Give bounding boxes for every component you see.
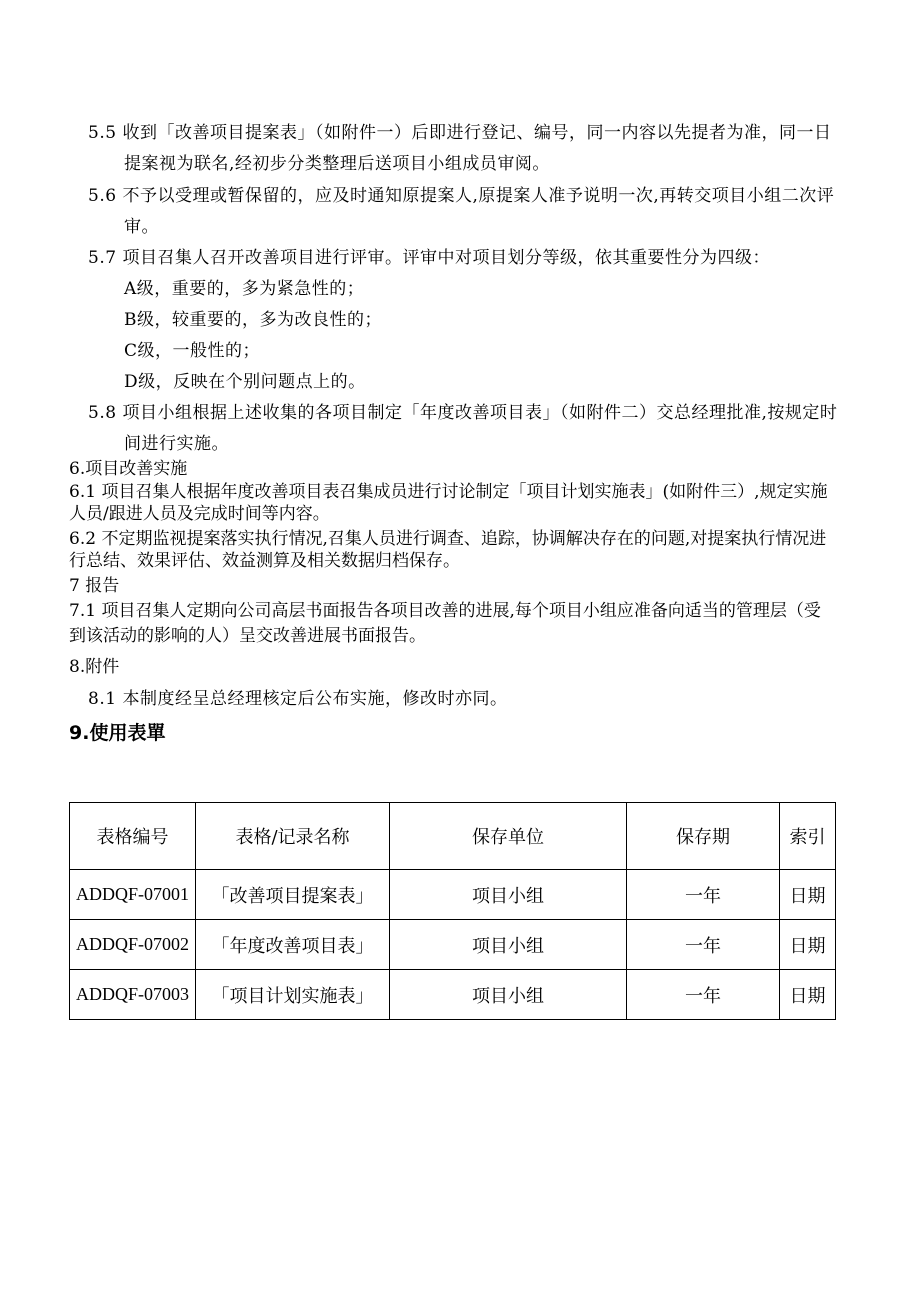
level-b: B级，较重要的，多为改良性的；	[124, 310, 382, 330]
cell-keeping-unit: 项目小组	[390, 920, 627, 970]
section-7-title: 7 报告	[69, 576, 120, 596]
cell-keeping-unit: 项目小组	[390, 870, 627, 920]
table-header-row	[70, 803, 836, 870]
para-5-5-line2: 提案视为联名,经初步分类整理后送项目小组成员审阅。	[124, 154, 550, 174]
para-6-1-line2: 人员/跟进人员及完成时间等内容。	[69, 504, 330, 524]
header-retention-period: 保存期	[627, 803, 780, 870]
header-index: 索引	[780, 803, 836, 870]
cell-form-code: ADDQF-07002	[70, 920, 196, 970]
para-5-6-line2: 审。	[124, 217, 159, 237]
cell-retention-period: 一年	[627, 920, 780, 970]
level-a: A级，重要的，多为紧急性的；	[124, 279, 365, 299]
para-7-1-line2: 到该活动的影响的人）呈交改善进展书面报告。	[69, 626, 426, 646]
cell-keeping-unit: 项目小组	[390, 970, 627, 1020]
section-9-title: 9.使用表單	[69, 722, 166, 744]
cell-form-name: 「改善项目提案表」	[196, 870, 390, 920]
cell-index: 日期	[780, 920, 836, 970]
cell-form-name: 「年度改善项目表」	[196, 920, 390, 970]
cell-form-code: ADDQF-07003	[70, 970, 196, 1020]
para-5-8-line1: 5.8 项目小组根据上述收集的各项目制定「年度改善项目表」（如附件二）交总经理批准,按规定时	[88, 403, 838, 423]
para-5-8-line2: 间进行实施。	[124, 434, 229, 454]
para-5-6-line1: 5.6 不予以受理或暂保留的，应及时通知原提案人,原提案人准予说明一次,再转交项目小组二次评	[88, 186, 835, 206]
forms-table	[69, 802, 836, 1020]
para-5-7: 5.7 项目召集人召开改善项目进行评审。评审中对项目划分等级，依其重要性分为四级：	[88, 248, 770, 268]
cell-form-name: 「项目计划实施表」	[196, 970, 390, 1020]
table-row	[70, 920, 836, 970]
para-6-2-line2: 行总结、效果评估、效益测算及相关数据归档保存。	[69, 551, 460, 571]
table-row	[70, 870, 836, 920]
header-form-name: 表格/记录名称	[196, 803, 390, 870]
para-6-2-line1: 6.2 不定期监视提案落实执行情况,召集人员进行调查、追踪，协调解决存在的问题,对提案执行情况进	[69, 529, 827, 549]
cell-retention-period: 一年	[627, 970, 780, 1020]
para-5-5-line1: 5.5 收到「改善项目提案表」（如附件一）后即进行登记、编号，同一内容以先提者为准，同一日	[88, 123, 832, 143]
cell-index: 日期	[780, 970, 836, 1020]
cell-index: 日期	[780, 870, 836, 920]
cell-form-code: ADDQF-07001	[70, 870, 196, 920]
table-row	[70, 970, 836, 1020]
level-c: C级，一般性的；	[124, 341, 261, 361]
section-8-title: 8.附件	[69, 657, 120, 677]
para-6-1-line1: 6.1 项目召集人根据年度改善项目表召集成员进行讨论制定「项目计划实施表」(如附件三）,规定实施	[69, 482, 828, 502]
header-form-code: 表格编号	[70, 803, 196, 870]
para-7-1-line1: 7.1 项目召集人定期向公司高层书面报告各项目改善的进展,每个项目小组应准备向适当的管理层（受	[69, 601, 821, 621]
level-d: D级，反映在个别问题点上的。	[124, 372, 366, 392]
para-8-1: 8.1 本制度经呈总经理核定后公布实施，修改时亦同。	[88, 689, 508, 709]
section-6-title: 6.项目改善实施	[69, 459, 188, 479]
header-keeping-unit: 保存单位	[390, 803, 627, 870]
cell-retention-period: 一年	[627, 870, 780, 920]
